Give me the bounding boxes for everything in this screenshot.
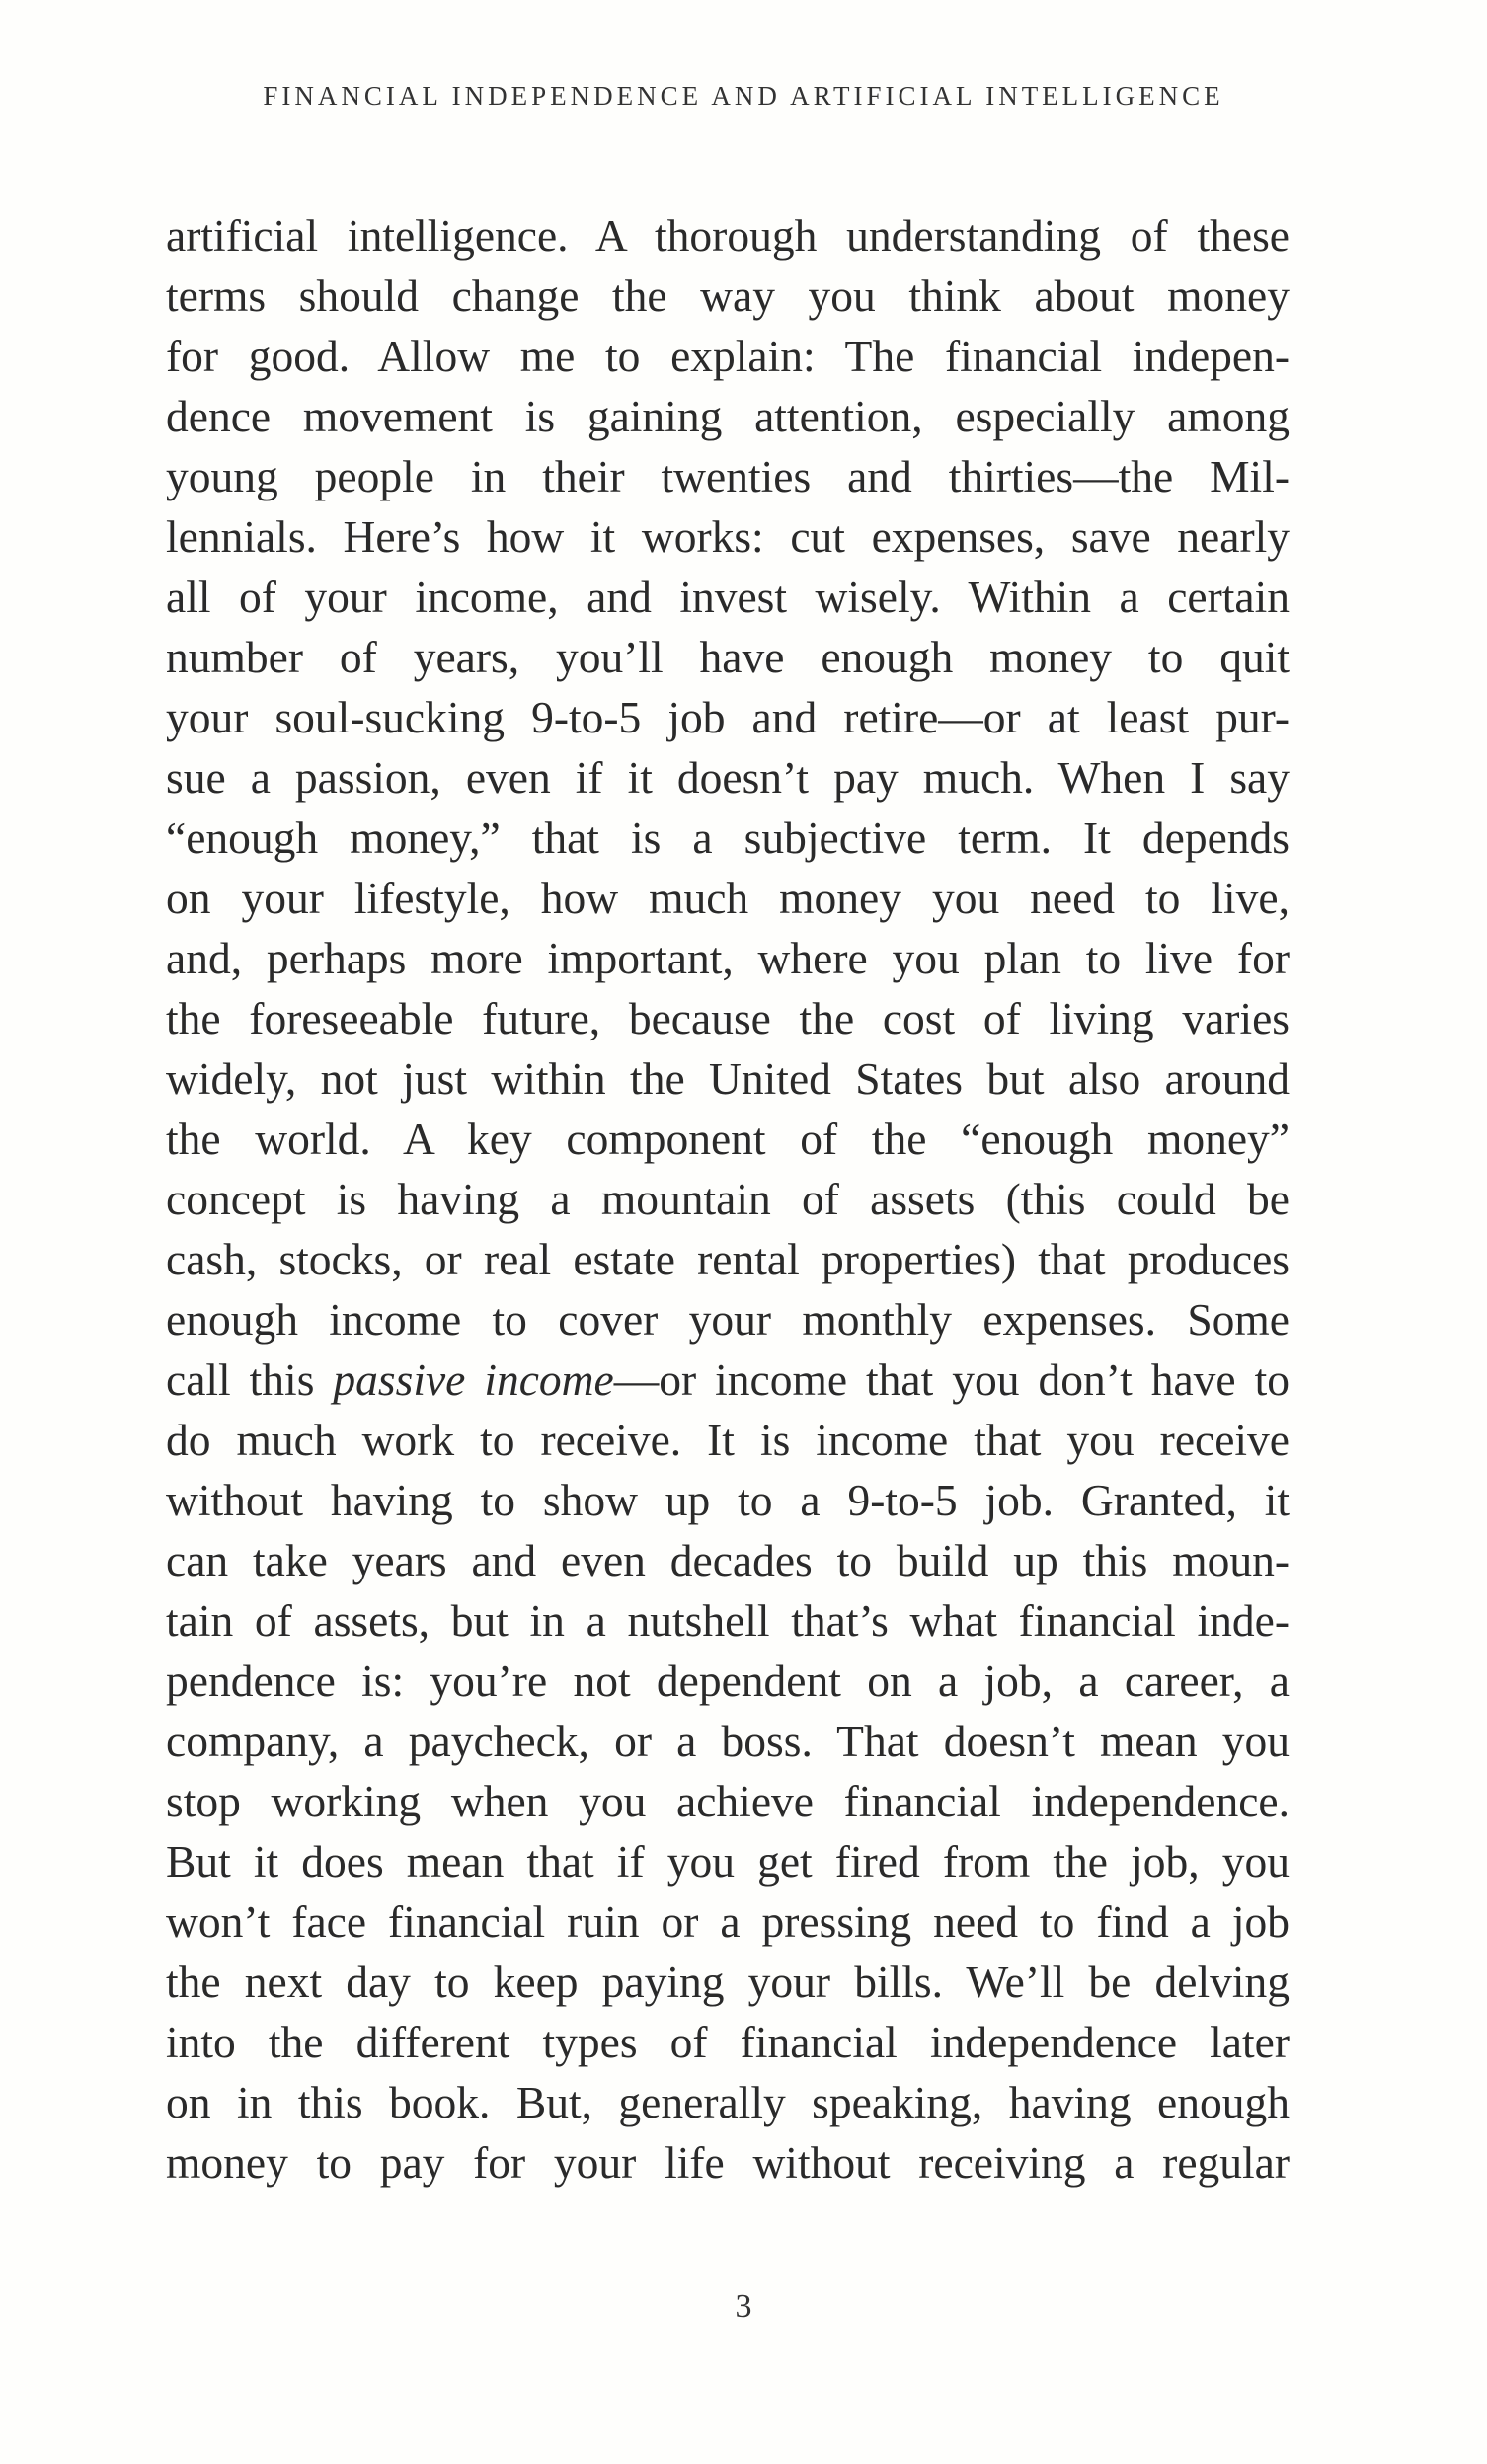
text-line: number of years, you’ll have enough money to quit	[166, 632, 1290, 682]
text-line: on your lifestyle, how much money you need to live,	[166, 873, 1290, 923]
text-line: lennials. Here’s how it works: cut expenses, save nearly	[166, 511, 1290, 562]
text-line: won’t face financial ruin or a pressing need to find a job	[166, 1896, 1290, 1947]
text-line: can take years and even decades to build up this moun-	[166, 1535, 1290, 1585]
text-line: terms should change the way you think about money	[166, 270, 1290, 321]
text-segment: call this	[166, 1354, 334, 1405]
text-line: company, a paycheck, or a boss. That doesn’t mean you	[166, 1716, 1290, 1766]
text-line: dence movement is gaining attention, especially among	[166, 391, 1290, 441]
text-line: for good. Allow me to explain: The financial indepen-	[166, 331, 1290, 381]
text-line: widely, not just within the United States but also around	[166, 1053, 1290, 1104]
text-line: all of your income, and invest wisely. Within a certain	[166, 572, 1290, 622]
page-number: 3	[735, 2288, 752, 2325]
body-text	[166, 205, 1290, 2193]
text-line: into the different types of financial independence later	[166, 2017, 1290, 2067]
emphasized-term: passive income	[333, 1354, 614, 1405]
text-line: on in this book. But, generally speaking, having enough	[166, 2077, 1290, 2127]
text-line: tain of assets, but in a nutshell that’s what financial inde-	[166, 1595, 1290, 1646]
text-line: “enough money,” that is a subjective term. It depends	[166, 812, 1290, 863]
text-line: the world. A key component of the “enough money”	[166, 1114, 1290, 1164]
text-line-with-emphasis	[166, 1349, 1290, 1410]
running-head: FINANCIAL INDEPENDENCE AND ARTIFICIAL INTELLIGENCE	[263, 81, 1224, 111]
text-line: But it does mean that if you get fired from the job, you	[166, 1836, 1290, 1886]
text-line: the next day to keep paying your bills. We’ll be delving	[166, 1957, 1290, 2007]
text-line: young people in their twenties and thirties—the Mil-	[166, 451, 1290, 501]
text-line: do much work to receive. It is income that you receive	[166, 1415, 1290, 1465]
text-line: without having to show up to a 9-to-5 job. Granted, it	[166, 1475, 1290, 1525]
text-line: concept is having a mountain of assets (this could be	[166, 1174, 1290, 1224]
text-line: and, perhaps more important, where you plan to live for	[166, 933, 1290, 983]
text-line: your soul-sucking 9-to-5 job and retire—or at least pur-	[166, 692, 1290, 742]
text-line: cash, stocks, or real estate rental properties) that produces	[166, 1234, 1290, 1284]
text-segment: —or income that you don’t have to	[613, 1354, 1290, 1405]
text-line: the foreseeable future, because the cost of living varies	[166, 993, 1290, 1043]
text-line: sue a passion, even if it doesn’t pay much. When I say	[166, 752, 1290, 803]
text-line: enough income to cover your monthly expenses. Some	[166, 1294, 1290, 1345]
text-line: stop working when you achieve financial independence.	[166, 1776, 1290, 1826]
text-line: pendence is: you’re not dependent on a job, a career, a	[166, 1656, 1290, 1706]
text-line: money to pay for your life without receiving a regular	[166, 2137, 1290, 2188]
text-line: artificial intelligence. A thorough understanding of these	[166, 210, 1290, 261]
